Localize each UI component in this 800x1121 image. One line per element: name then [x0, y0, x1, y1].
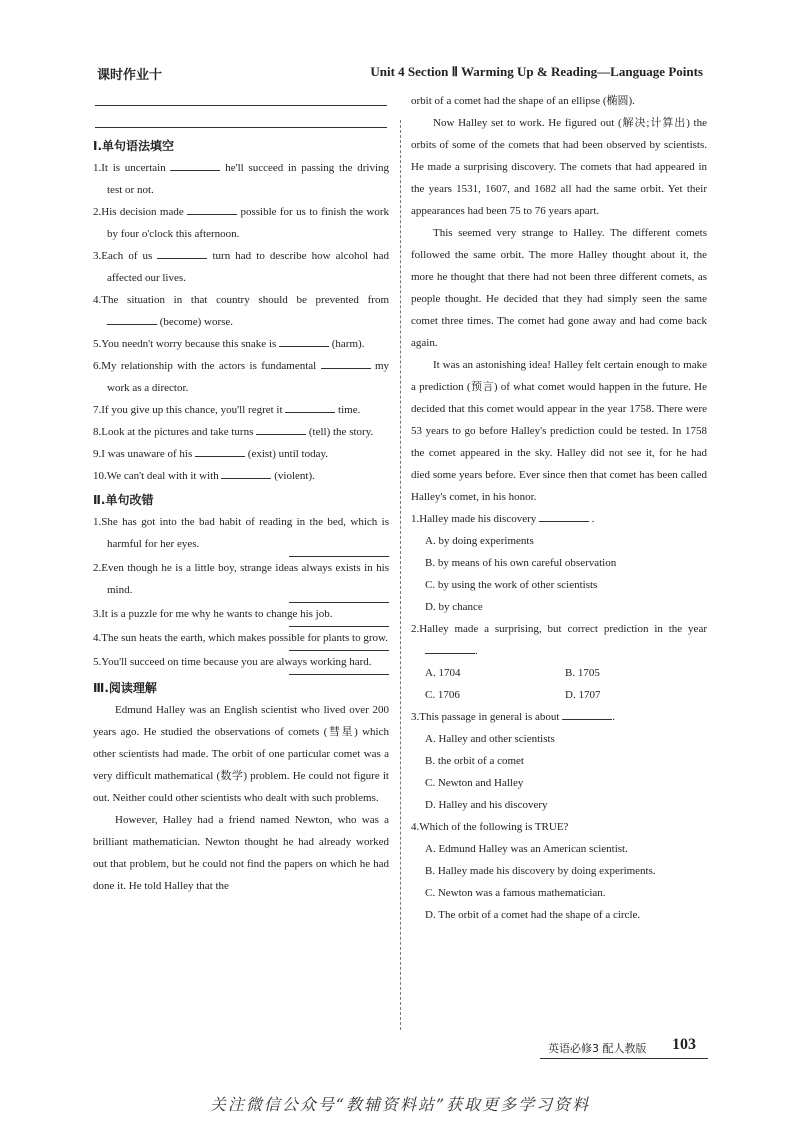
section-title: Ⅰ.单句语法填空 — [93, 139, 175, 153]
question-number: 3. — [93, 608, 102, 620]
question-text: Halley made a surprising, but correct prediction in the year — [419, 623, 707, 635]
question-number: 6. — [93, 360, 102, 372]
fill-question — [93, 421, 389, 443]
fill-question — [93, 443, 389, 465]
question-number: 3. — [93, 250, 102, 262]
question-text: It is a puzzle for me why he wants to change his job. — [101, 608, 333, 620]
option[interactable]: D. Halley and his discovery — [425, 799, 548, 811]
answer-blank[interactable] — [157, 257, 207, 259]
question-text: . — [475, 645, 478, 657]
question-text: (violent). — [271, 470, 315, 482]
question-number: 3. — [411, 711, 420, 723]
passage-paragraph: orbit of a comet had the shape of an ellipse (椭圆). — [411, 95, 635, 107]
option[interactable]: C. by using the work of other scientists — [425, 579, 598, 591]
question-text: My relationship with the actors is fundamental — [101, 360, 321, 372]
correction-question — [93, 627, 389, 651]
right-column — [411, 90, 707, 926]
answer-blank[interactable] — [321, 367, 371, 369]
question-text: Halley made his discovery — [419, 513, 539, 525]
question-stem — [411, 706, 707, 728]
fill-question — [93, 465, 389, 487]
fill-question — [93, 245, 389, 289]
question-text: You needn't worry because this snake is — [101, 338, 280, 350]
option[interactable]: B. 1705 — [565, 667, 600, 679]
divider-line — [95, 127, 387, 128]
question-text: This passage in general is about — [419, 711, 563, 723]
question-number: 1. — [93, 162, 102, 174]
answer-blank[interactable] — [195, 455, 245, 457]
question-text: Look at the pictures and take turns — [101, 426, 257, 438]
option[interactable]: D. by chance — [425, 601, 483, 613]
option[interactable]: A. Edmund Halley was an American scientist. — [425, 843, 628, 855]
question-number: 8. — [93, 426, 102, 438]
question-text: I was unaware of his — [101, 448, 196, 460]
question-text: The situation in that country should be prevented from — [101, 294, 389, 306]
question-text: We can't deal with it with — [106, 470, 222, 482]
question-number: 5. — [93, 656, 102, 668]
passage-paragraph: It was an astonishing idea! Halley felt certain enough to make a prediction (预言) of what comet would happen in the future. He decided that this comet would appear in the year 1758. There were 53 years to go before Halley's prediction could be tested. In 1758 the comet appeared in the sky. Halley did not see it, for he had died some years before. Ever since then that comet has been called Halley's comet, in his honor. — [411, 359, 707, 503]
bottom-note: 关注微信公众号“教辅资料站”获取更多学习资料 — [209, 1095, 591, 1114]
footer-label: 英语必修3 配人教版 — [548, 1042, 647, 1055]
option[interactable]: B. the orbit of a comet — [425, 755, 524, 767]
question-stem — [411, 508, 707, 530]
fill-question — [93, 289, 389, 333]
passage-paragraph: Edmund Halley was an English scientist who lived over 200 years ago. He studied the observations of comets (彗星) which other scientists had made. The orbit of one particular comet was a very difficult mathematical (数学) problem. He could not figure it out. Neither could other scientists who dealt with such problems. — [93, 704, 389, 804]
fill-question — [93, 333, 389, 355]
divider-line — [95, 105, 387, 106]
fill-question — [93, 355, 389, 399]
page-number: 103 — [672, 1036, 696, 1053]
question-text: (harm). — [329, 338, 365, 350]
question-text: She has got into the bad habit of reading in the bed, which is harmful for her eyes. — [101, 516, 389, 550]
correction-question — [93, 511, 389, 557]
grammar-fill-list — [93, 157, 389, 487]
question-text: It is uncertain — [101, 162, 171, 174]
question-text: turn had to describe how alcohol had affected our lives. — [107, 250, 389, 284]
question-number: 5. — [93, 338, 102, 350]
correction-question — [93, 651, 389, 675]
answer-blank[interactable] — [562, 718, 612, 720]
question-text: (become) worse. — [157, 316, 234, 328]
question-text: Which of the following is TRUE? — [419, 821, 569, 833]
section-title: Ⅲ.阅读理解 — [93, 681, 157, 695]
question-text: . — [612, 711, 615, 723]
question-stem — [411, 618, 707, 662]
option[interactable]: A. by doing experiments — [425, 535, 534, 547]
option-row — [411, 662, 707, 684]
question-text: (tell) the story. — [306, 426, 374, 438]
option[interactable]: D. The orbit of a comet had the shape of a circle. — [425, 909, 641, 921]
question-text: he'll succeed in passing the driving test or not. — [107, 162, 389, 196]
answer-blank[interactable] — [170, 169, 220, 171]
option[interactable]: C. Newton was a famous mathematician. — [425, 887, 606, 899]
question-text: If you give up this chance, you'll regret it — [101, 404, 286, 416]
option[interactable]: B. by means of his own careful observation — [425, 557, 617, 569]
answer-blank[interactable] — [256, 433, 306, 435]
answer-blank[interactable] — [539, 520, 589, 522]
passage-paragraph: This seemed very strange to Halley. The different comets followed the same orbit. The more Halley thought about it, the more he thought that there had not been three different comets, as people thought. He decided that they had simply seen the same comet three times. The comet had gone away and had come back again. — [411, 227, 707, 349]
header-title: 课时作业十 — [97, 68, 163, 83]
footer-line — [540, 1058, 708, 1059]
section-title: Ⅱ.单句改错 — [93, 493, 154, 507]
question-number: 1. — [93, 516, 102, 528]
question-number: 2. — [93, 206, 102, 218]
question-text: . — [589, 513, 595, 525]
question-number: 1. — [411, 513, 420, 525]
answer-blank[interactable] — [285, 411, 335, 413]
option[interactable]: D. 1707 — [565, 689, 601, 701]
column-divider — [400, 120, 401, 1030]
correction-question — [93, 557, 389, 603]
answer-line[interactable] — [289, 673, 389, 675]
question-stem — [411, 816, 707, 838]
question-number: 10. — [93, 470, 107, 482]
reading-questions — [411, 508, 707, 926]
question-number: 2. — [93, 562, 102, 574]
question-text: Each of us — [101, 250, 158, 262]
question-text: possible for us to finish the work by four o'clock this afternoon. — [107, 206, 389, 240]
option[interactable]: C. 1706 — [425, 689, 460, 701]
question-number: 4. — [93, 632, 102, 644]
question-text: my work as a director. — [107, 360, 389, 394]
option-row — [411, 684, 707, 706]
fill-question — [93, 201, 389, 245]
question-text: You'll succeed on time because you are always working hard. — [101, 656, 372, 668]
passage-paragraph: Now Halley set to work. He figured out (解决;计算出) the orbits of some of the comets that had been observed by scientists. He made a surprising discovery. The comets that had appeared in the years 1531, 1607, and 1682 all had the same orbit. Yet their appearances had been 75 to 76 years apart. — [411, 117, 707, 217]
question-number: 7. — [93, 404, 102, 416]
question-text: Even though he is a little boy, strange ideas always exists in his mind. — [101, 562, 389, 596]
correction-question — [93, 603, 389, 627]
answer-blank[interactable] — [425, 652, 475, 654]
question-text: time. — [335, 404, 361, 416]
answer-blank[interactable] — [107, 323, 157, 325]
question-number: 2. — [411, 623, 420, 635]
answer-blank[interactable] — [221, 477, 271, 479]
fill-question — [93, 399, 389, 421]
question-text: His decision made — [101, 206, 188, 218]
error-correction-list — [93, 511, 389, 675]
question-number: 9. — [93, 448, 102, 460]
option[interactable]: A. Halley and other scientists — [425, 733, 555, 745]
left-column — [93, 133, 389, 897]
question-text: (exist) until today. — [245, 448, 329, 460]
option[interactable]: A. 1704 — [425, 667, 461, 679]
fill-question — [93, 157, 389, 201]
answer-blank[interactable] — [279, 345, 329, 347]
option[interactable]: C. Newton and Halley — [425, 777, 524, 789]
option[interactable]: B. Halley made his discovery by doing experiments. — [425, 865, 656, 877]
passage-paragraph: However, Halley had a friend named Newton, who was a brilliant mathematician. Newton thought he had already worked out that problem, but he could not find the papers on which he had done it. He told Halley that the — [93, 814, 389, 892]
question-number: 4. — [411, 821, 420, 833]
question-text: The sun heats the earth, which makes possible for plants to grow. — [101, 632, 388, 644]
header-unit: Unit 4 Section Ⅱ Warming Up & Reading—Language Points — [370, 64, 703, 79]
question-number: 4. — [93, 294, 102, 306]
answer-blank[interactable] — [187, 213, 237, 215]
